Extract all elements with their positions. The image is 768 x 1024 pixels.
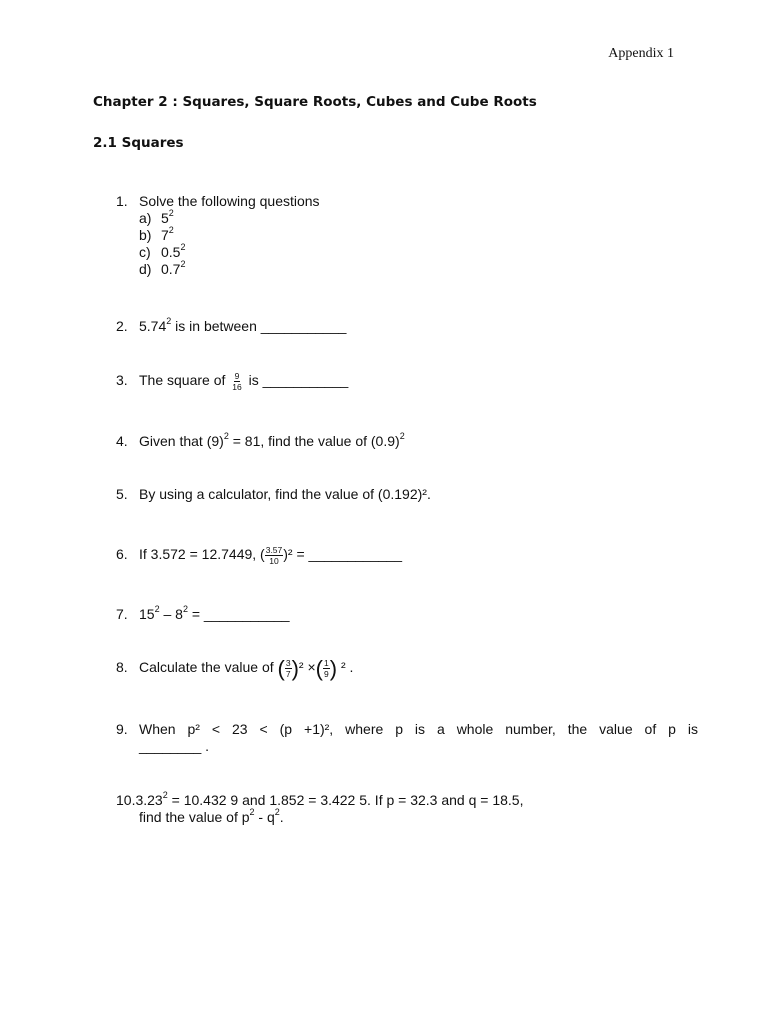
fraction: $\frac{3.57}{10}$	[265, 545, 283, 566]
sub-question: c) $0.5^2$	[139, 242, 186, 260]
fraction: $\frac{1}{9}$	[323, 658, 329, 679]
chapter-title: Chapter 2 : Squares, Square Roots, Cubes and Cube Roots	[93, 94, 537, 110]
question-9: 9. When p² < 23 < (p +1)², where p is a whole number, the value of p is ________ .	[116, 721, 698, 754]
question-number: 1.	[116, 193, 128, 209]
fraction: $\frac{9}{16}$	[232, 371, 242, 392]
question-1	[116, 193, 320, 278]
question-10: $10.3.23^2 = 10.432$ 9 and 1.852 = 3.422 5. If p = 32.3 and q = 18.5, find the value of $p^2 - q^2$.	[116, 790, 524, 825]
question-6: 6. If 3.572 = 12.7449, ( $\frac{3.57}{10}$ )² = ____________	[116, 545, 402, 566]
question-3: 3. The square of $\frac{9}{16}$ is ___________	[116, 371, 349, 392]
question-2: 2. 5.74$^2$ is in between ___________	[116, 316, 347, 334]
question-5: 5. By using a calculator, find the value of (0.192)².	[116, 486, 431, 502]
question-7: 7. $15^2 - 8^2$ = ___________	[116, 604, 290, 622]
question-text: Solve the following questions	[139, 193, 320, 209]
sub-question: b) $7^2$	[139, 225, 174, 243]
sub-question: a) $5^2$	[139, 208, 174, 226]
question-8: 8. Calculate the value of ( $\frac{3}{7}$ )² ×( $\frac{1}{9}$ ) ² .	[116, 656, 354, 681]
section-title: 2.1 Squares	[93, 135, 184, 151]
appendix-label: Appendix 1	[608, 46, 674, 61]
sub-question: d) $0.7^2$	[139, 259, 186, 277]
fraction: $\frac{3}{7}$	[285, 658, 291, 679]
question-4: 4. Given that $(9)^2 = 81$, find the value of $(0.9)^2$	[116, 431, 405, 449]
